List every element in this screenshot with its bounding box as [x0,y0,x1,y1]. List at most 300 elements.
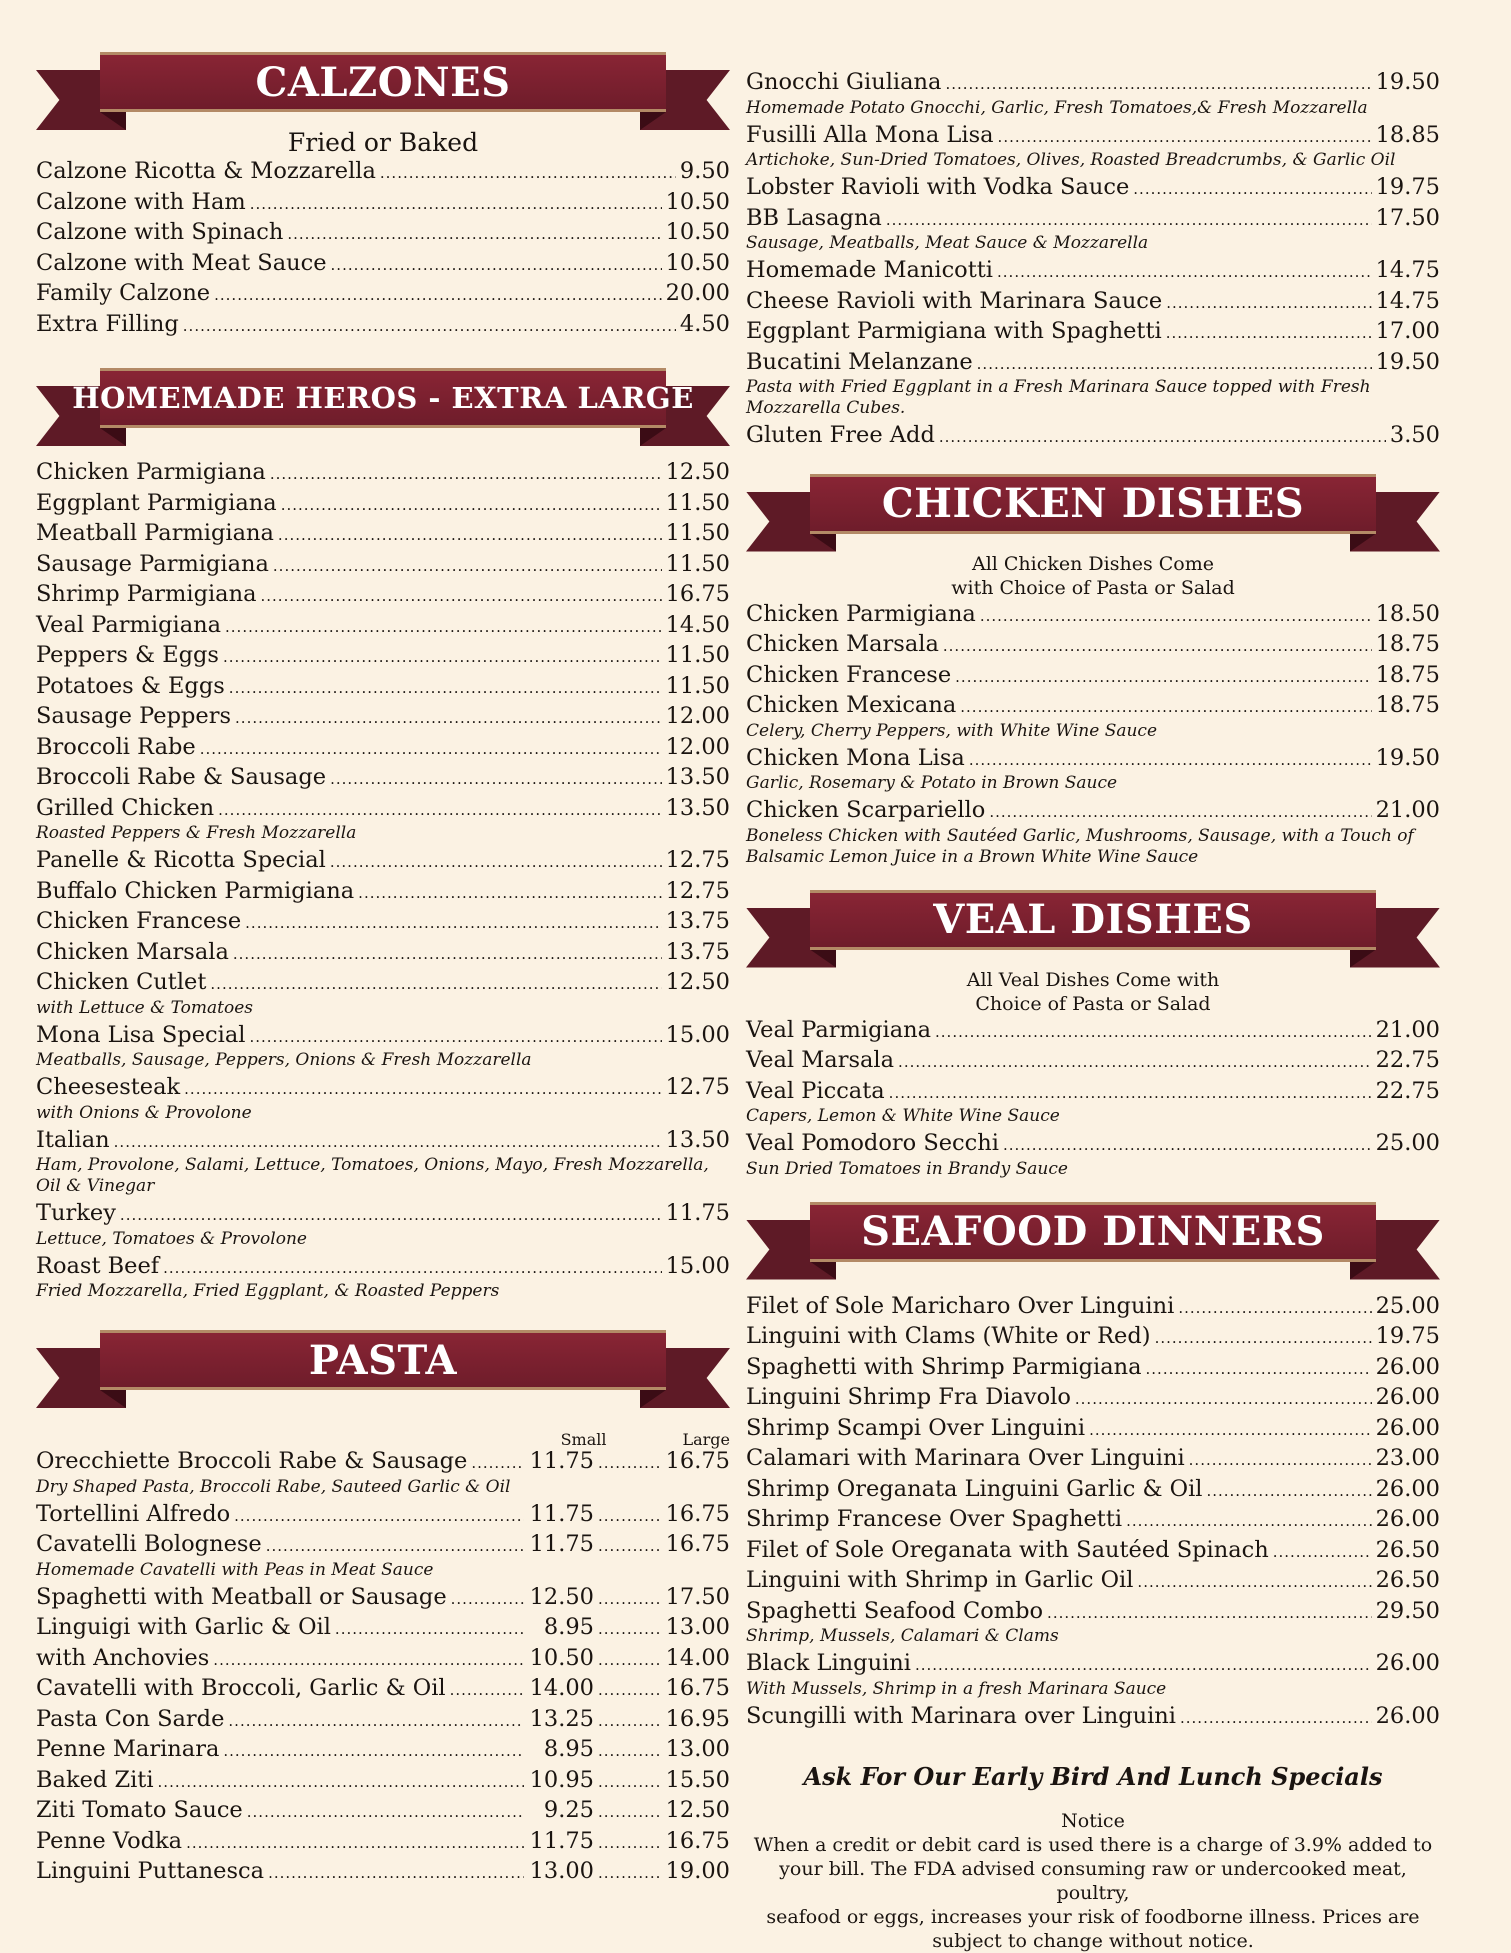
item-name: Chicken Mona Lisa [746,744,965,771]
menu-item [36,1500,730,1531]
item-description: Shrimp, Mussels, Calamari & Clams [746,1626,1059,1646]
item-price: 18.75 [1375,692,1440,718]
menu-item [746,1444,1440,1475]
dot-leader [598,1705,660,1736]
menu-item [746,1353,1440,1384]
dot-leader [120,1199,662,1230]
dot-leader [915,1649,1372,1680]
menu-item [36,968,730,999]
dot-leader [977,348,1372,379]
item-description: Homemade Cavatelli with Peas in Meat Sauce [36,1559,434,1580]
item-price: 12.50 [665,459,730,485]
item-price: 14.50 [665,611,730,638]
dot-leader [1047,1597,1372,1628]
menu-item [746,1414,1440,1445]
dot-leader [960,691,1371,722]
menu-item [36,1021,730,1052]
item-description: Garlic, Rosemary & Potato in Brown Sauce [746,773,1118,793]
item-price: 26.00 [1375,1506,1440,1532]
menu-item [36,1674,730,1705]
item-price-large: 16.95 [665,1705,730,1732]
item-name: Bucatini Melanzane [746,348,973,375]
dot-leader [889,1077,1372,1108]
menu-item [746,256,1440,287]
heros-banner [36,368,730,446]
dot-leader [598,1827,660,1858]
item-name: Shrimp Francese Over Spaghetti [746,1506,1123,1532]
menu-item [36,218,730,249]
menu-item [36,489,730,520]
item-price: 13.50 [665,794,730,821]
item-description: Capers, Lemon & White Wine Sauce [746,1106,1060,1126]
dot-leader [114,1126,662,1157]
dot-leader [287,218,661,249]
item-price-small: 10.50 [529,1644,594,1671]
item-name: Potatoes & Eggs [36,672,225,699]
dot-leader [969,744,1372,775]
item-name: Broccoli Rabe [36,733,196,760]
dot-leader [598,1674,660,1705]
menu-item [36,1613,730,1644]
calzones-banner [36,52,730,130]
item-price-large: 16.75 [665,1827,730,1854]
item-price: 16.75 [665,581,730,607]
dot-leader [598,1644,660,1675]
item-price: 15.00 [665,1252,730,1279]
dot-leader [358,877,661,908]
dot-leader [943,630,1372,661]
item-name: Chicken Parmigiana [746,600,976,627]
item-price: 19.50 [1375,69,1440,95]
item-name: Peppers & Eggs [36,642,219,668]
dot-leader [214,279,661,310]
item-name: Calamari with Marinara Over Linguini [746,1445,1185,1471]
dot-leader [331,249,662,280]
dot-leader [266,1530,524,1561]
item-name: Calzone with Ham [36,188,246,215]
item-name: Sausage Parmigiana [36,550,269,577]
item-price: 19.50 [1375,744,1440,771]
item-name: Spaghetti with Shrimp Parmigiana [746,1353,1142,1380]
item-name: BB Lasagna [746,204,882,231]
item-price-small: 11.75 [529,1448,594,1474]
dot-leader [163,1252,661,1283]
dot-leader [233,938,662,969]
item-price-large: 16.75 [665,1531,730,1557]
item-name: Italian [36,1126,110,1153]
item-name: Linguini with Shrimp in Garlic Oil [746,1567,1134,1593]
item-name: Eggplant Parmigiana [36,489,277,516]
chicken-list [746,600,1440,868]
dot-leader [1180,1702,1372,1733]
item-description: Dry Shaped Pasta, Broccoli Rabe, Sauteed Garlic & Oil [36,1476,511,1497]
dot-leader [281,489,662,520]
item-name: Cheese Ravioli with Marinara Sauce [746,287,1163,314]
item-name: Chicken Scarpariello [746,797,986,823]
item-name: Eggplant Parmigiana with Spaghetti [746,318,1162,344]
item-description: Sun Dried Tomatoes in Brandy Sauce [746,1158,1068,1179]
dot-leader [380,157,676,188]
dot-leader [598,1613,660,1644]
dot-leader [450,1674,524,1705]
menu-item [36,907,730,938]
item-price: 10.50 [665,219,730,245]
menu-item [746,1292,1440,1323]
dot-leader [945,68,1371,99]
calzones-list [36,157,730,340]
small-label: Small [560,1430,607,1449]
dot-leader [886,204,1372,235]
item-name: Chicken Marsala [36,938,229,965]
menu-item [36,1766,730,1797]
dot-leader [1189,1444,1372,1475]
dot-leader [1166,317,1372,348]
dot-leader [335,1613,524,1644]
menu-item [36,580,730,611]
item-description: Roasted Peppers & Fresh Mozzarella [36,823,357,843]
notice-block [746,1809,1440,1953]
pasta-list [36,1447,730,1888]
item-price: 4.50 [679,310,730,337]
menu-item [36,519,730,550]
dot-leader [598,1530,660,1561]
item-description: Meatballs, Sausage, Peppers, Onions & Fresh Mozzarella [36,1050,532,1070]
item-name: Penne Vodka [36,1827,183,1854]
item-name: Sausage Peppers [36,703,232,729]
menu-item [36,188,730,219]
item-price: 26.00 [1375,1475,1440,1502]
item-price: 26.00 [1375,1414,1440,1441]
menu-item [36,1644,730,1675]
item-price-small: 9.25 [543,1797,594,1823]
left-column [36,0,730,1888]
chicken-note [746,552,1440,600]
menu-item [746,1649,1440,1680]
menu-item [746,1702,1440,1733]
item-name: Tortellini Alfredo [36,1500,231,1527]
dot-leader [229,672,662,703]
item-price: 13.50 [665,764,730,790]
item-price: 13.50 [665,1126,730,1153]
dot-leader [186,1827,524,1858]
menu-item [36,1126,730,1157]
item-price: 10.50 [665,249,730,276]
item-name: Cavatelli with Broccoli, Garlic & Oil [36,1675,446,1701]
item-name: Broccoli Rabe & Sausage [36,764,327,790]
item-name: Linguini Shrimp Fra Diavolo [746,1384,1071,1410]
menu-item [36,702,730,733]
item-price: 17.00 [1375,318,1440,344]
item-name: Chicken Marsala [746,631,939,657]
item-name: Linguigi with Garlic & Oil [36,1614,331,1640]
dot-leader [598,1766,660,1797]
dot-leader [223,1735,524,1766]
menu-item [746,1383,1440,1414]
item-name: Spaghetti Seafood Combo [746,1597,1044,1624]
item-price: 26.00 [1375,1650,1440,1676]
menu-item [36,1857,730,1888]
menu-item [746,744,1440,775]
item-name: Cheesesteak [36,1074,181,1100]
dot-leader [249,1021,661,1052]
menu-item [746,421,1440,452]
menu-item [746,204,1440,235]
menu-item [36,550,730,581]
menu-item [36,1530,730,1561]
menu-item [36,458,730,489]
item-description: With Mussels, Shrimp in a fresh Marinara Sauce [746,1678,1167,1699]
menu-item [36,279,730,310]
item-price: 20.00 [665,280,730,306]
item-price: 15.00 [665,1021,730,1048]
dot-leader [228,1705,524,1736]
item-price: 26.00 [1375,1384,1440,1410]
menu-item [746,630,1440,661]
item-price: 23.00 [1375,1445,1440,1471]
item-price: 26.00 [1375,1702,1440,1729]
dot-leader [598,1735,660,1766]
chicken-banner [746,474,1440,552]
dot-leader [451,1583,524,1614]
item-price-large: 13.00 [665,1614,730,1640]
chicken-note-line: with Choice of Pasta or Salad [951,576,1235,599]
item-name: Chicken Mexicana [746,692,957,718]
item-price: 11.75 [665,1200,730,1226]
item-price: 12.75 [665,1074,730,1100]
section-title: SEAFOOD DINNERS [861,1208,1325,1255]
dot-leader [218,794,661,825]
dot-leader [598,1447,660,1478]
menu-item [746,121,1440,152]
item-name: Calzone Ricotta & Mozzarella [36,158,376,184]
item-name: Veal Marsala [746,1047,895,1073]
item-name: Veal Pomodoro Secchi [746,1130,999,1156]
dot-leader [213,1644,524,1675]
dot-leader [1089,1414,1372,1445]
menu-item [36,794,730,825]
notice-line: When a credit or debit card is used there is a charge of 3.9% added to [753,1834,1433,1856]
item-price: 14.75 [1375,257,1440,283]
menu-item [746,1322,1440,1353]
item-description: Pasta with Fried Eggplant in a Fresh Marinara Sauce topped with Fresh Mozzarella Cubes. [746,377,1371,418]
item-name: Shrimp Scampi Over Linguini [746,1414,1086,1441]
notice-line: your bill. The FDA advised consuming raw or undercooked meat, poultry, [779,1858,1407,1904]
item-price: 18.85 [1375,121,1440,148]
item-name: Grilled Chicken [36,794,215,821]
menu-item [746,68,1440,99]
menu-item [36,157,730,188]
item-price: 12.75 [665,877,730,904]
menu-item [36,1447,730,1478]
dot-leader [234,1500,524,1531]
item-name: Calzone with Meat Sauce [36,249,327,276]
menu-item [746,287,1440,318]
menu-item [36,1705,730,1736]
veal-banner [746,890,1440,968]
dot-leader [183,310,676,341]
item-name: Veal Parmigiana [36,611,222,638]
item-price-large: 17.50 [665,1583,730,1610]
item-price: 22.75 [1375,1077,1440,1104]
item-price: 3.50 [1389,422,1440,448]
item-name: Meatball Parmigiana [36,520,274,546]
item-price: 13.75 [665,938,730,965]
item-name: Chicken Parmigiana [36,459,266,485]
dot-leader [1155,1322,1372,1353]
item-name: Lobster Ravioli with Vodka Sauce [746,174,1130,200]
dot-leader [998,121,1372,152]
menu-item [746,1475,1440,1506]
item-name: Pasta Con Sarde [36,1705,225,1732]
menu-item [36,310,730,341]
item-price-small: 13.00 [529,1858,594,1884]
seafood-banner [746,1202,1440,1280]
menu-item [746,1129,1440,1160]
item-price: 17.50 [1375,204,1440,231]
item-name: Fusilli Alla Mona Lisa [746,121,994,148]
dot-leader [1166,287,1371,318]
section-title: CALZONES [255,58,511,106]
menu-item [36,763,730,794]
dot-leader [471,1447,524,1478]
item-price-large: 19.00 [665,1858,730,1884]
item-price-small: 8.95 [543,1736,594,1762]
notice-title: Notice [1061,1810,1125,1832]
item-price-large: 12.50 [665,1797,730,1823]
item-description: Ham, Provolone, Salami, Lettuce, Tomatoes, Onions, Mayo, Fresh Mozzarella, Oil & Vinegar [36,1155,709,1196]
item-name: Roast Beef [36,1252,160,1279]
pasta-continued-list [746,68,1440,452]
item-name: Chicken Francese [36,908,242,934]
item-price: 12.50 [665,969,730,995]
item-price-large: 13.00 [665,1736,730,1762]
item-name: Filet of Sole Oreganata with Sautéed Spinach [746,1536,1269,1563]
dot-leader [330,846,662,877]
dot-leader [939,421,1386,452]
item-price: 19.50 [1375,348,1440,375]
notice-line: subject to change without notice. [932,1930,1254,1952]
item-price-small: 8.95 [543,1614,594,1640]
item-name: Mona Lisa Special [36,1021,246,1048]
item-price-large: 16.75 [665,1500,730,1527]
specials-callout: Ask For Our Early Bird And Lunch Specials [803,1762,1383,1791]
item-description: Boneless Chicken with Sautéed Garlic, Mushrooms, Sausage, with a Touch of Balsamic Lemon Juice in a Brown White Wine Sauce [746,825,1414,867]
item-price-large: 15.50 [665,1766,730,1793]
item-name: Calzone with Spinach [36,219,284,245]
dot-leader [225,611,662,642]
menu-item [36,1735,730,1766]
dot-leader [1206,1475,1371,1506]
item-price: 29.50 [1375,1597,1440,1624]
menu-item [746,661,1440,692]
item-name: Orecchiette Broccoli Rabe & Sausage [36,1448,468,1474]
item-name: Spaghetti with Meatball or Sausage [36,1583,447,1610]
item-name: Black Linguini [746,1650,911,1676]
item-price: 25.00 [1375,1292,1440,1319]
dot-leader [980,600,1372,631]
menu-item [746,1016,1440,1047]
dot-leader [184,1073,661,1104]
item-price: 26.50 [1375,1567,1440,1593]
dot-leader [898,1046,1372,1077]
item-description: Homemade Potato Gnocchi, Garlic, Fresh Tomatoes,& Fresh Mozzarella [746,97,1368,118]
menu-item [36,1073,730,1104]
item-name: Cavatelli Bolognese [36,1531,262,1557]
item-name: Chicken Francese [746,661,952,688]
dot-leader [247,1796,524,1827]
dot-leader [278,519,662,550]
menu-item [36,846,730,877]
menu-item [746,1505,1440,1536]
item-price: 18.75 [1375,661,1440,688]
veal-note-line: Choice of Pasta or Salad [975,992,1211,1015]
item-name: Linguini with Clams (White or Red) [746,1323,1151,1349]
menu-item [746,348,1440,379]
menu-item [36,672,730,703]
menu-item [36,938,730,969]
item-name: Buffalo Chicken Parmigiana [36,877,355,904]
item-price-large: 14.00 [665,1644,730,1671]
item-price-small: 10.95 [529,1766,594,1793]
item-price-large: 16.75 [665,1448,730,1474]
dot-leader [955,661,1371,692]
item-description: Sausage, Meatballs, Meat Sauce & Mozzarella [746,233,1149,253]
section-title: VEAL DISHES [933,896,1253,943]
section-title: CHICKEN DISHES [881,480,1305,527]
dot-leader [330,763,662,794]
item-price: 22.75 [1375,1047,1440,1073]
item-name: Extra Filling [36,310,179,337]
item-name: Baked Ziti [36,1766,154,1793]
menu-item [36,611,730,642]
item-name: Chicken Cutlet [36,969,207,995]
item-name: Homemade Manicotti [746,257,994,283]
dot-leader [200,733,662,764]
dot-leader [1126,1505,1372,1536]
item-price: 21.00 [1375,1016,1440,1043]
seafood-list [746,1292,1440,1733]
item-name: Veal Piccata [746,1077,885,1104]
item-price: 13.75 [665,908,730,934]
veal-list [746,1016,1440,1180]
dot-leader [1178,1292,1371,1323]
dot-leader [598,1796,660,1827]
section-title: HOMEMADE HEROS - EXTRA LARGE [72,381,694,415]
item-price: 11.50 [665,550,730,577]
item-price-large: 16.75 [665,1675,730,1701]
menu-item [746,173,1440,204]
item-price: 14.75 [1375,287,1440,314]
dot-leader [250,188,662,219]
menu-item [36,1252,730,1283]
item-name: with Anchovies [36,1644,210,1671]
menu-item [36,877,730,908]
item-description: Artichoke, Sun-Dried Tomatoes, Olives, Roasted Breadcrumbs, & Garlic Oil [746,150,1396,170]
item-description: Fried Mozzarella, Fried Eggplant, & Roasted Peppers [36,1281,500,1301]
menu-item [746,691,1440,722]
item-name: Shrimp Oreganata Linguini Garlic & Oil [746,1475,1203,1502]
item-price: 12.75 [665,847,730,873]
chicken-note-line: All Chicken Dishes Come [971,552,1214,575]
item-price-small: 14.00 [529,1675,594,1701]
menu-item [746,600,1440,631]
calzones-subtitle: Fried or Baked [287,128,479,157]
dot-leader [1003,1129,1372,1160]
item-price: 12.00 [665,733,730,760]
right-column [746,0,1440,1953]
large-label: Large [682,1430,730,1449]
item-description: with Lettuce & Tomatoes [36,997,254,1018]
